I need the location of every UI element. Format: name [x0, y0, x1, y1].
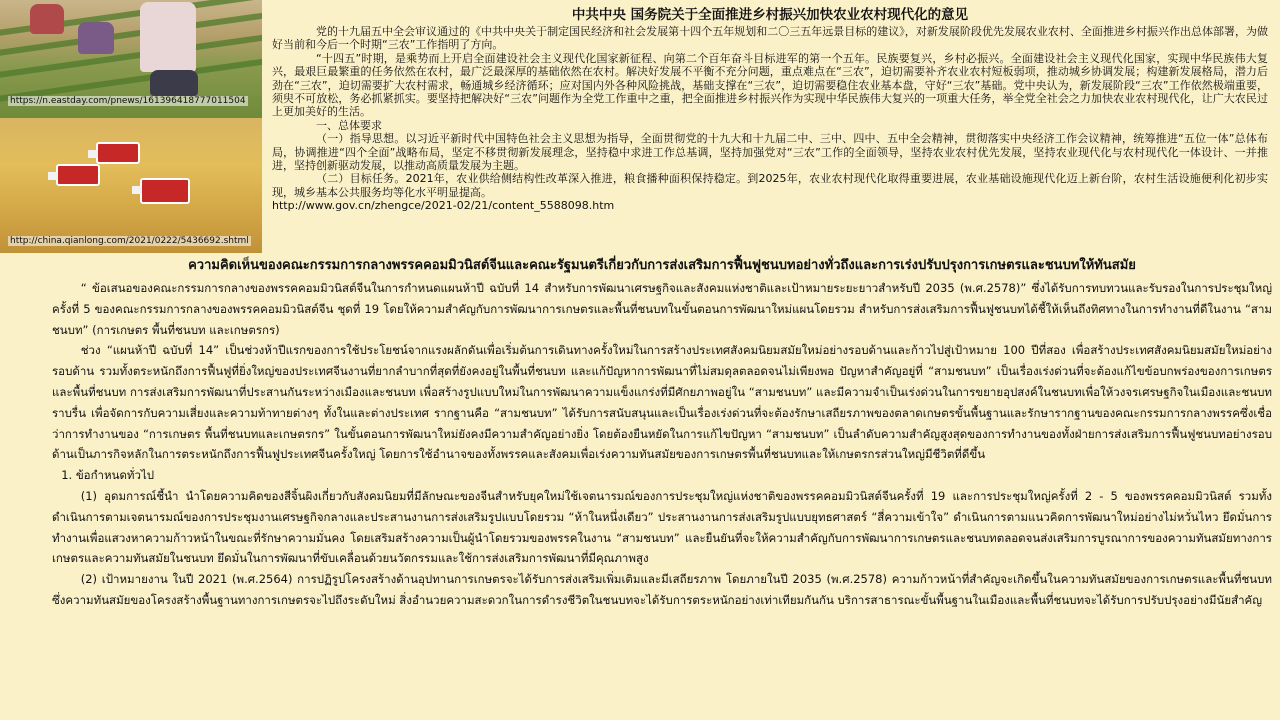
chinese-text-block [272, 6, 1268, 213]
thai-paragraph: ช่วง “แผนห้าปี ฉบับที่ 14” เป็นช่วงห้าปีแรกของการใช้ประโยชน์จากแรงผลักดันเพื่อเริ่มต้นการเดินทางครั้งใหม่ในการสร้างประเทศสังคมนิยมสมัยใหม่อย่างรอบด้านและก้าวไปสู่เป้าหมาย 100 ปีที่สอง เพื่อสร้างประเทศสังคมนิยมสมัยใหม่อย่างรอบด้าน รวมทั้งตระหนักถึงการฟื้นฟูที่ยิ่งใหญ่ของประเทศจีนงานที่ยากลำบากที่สุดที่ยังคงอยู่ในพื้นที่ชนบท และแก้ปัญหาการพัฒนาที่ไม่สมดุลตลอดจนไม่เพียงพอ ปัญหาสำคัญอยู่ที่ “สามชนบท” เป็นเรื่องเร่งด่วนที่จะต้องแก้ไขข้อบกพร่องของการเกษตรและพื้นที่ชนบท การส่งเสริมการพัฒนาที่ประสานกันระหว่างเมืองและชนบท เพื่อสร้างรูปแบบใหม่ในการพัฒนาความแข็งแกร่งที่มีศักยภาพอยู่ใน “สามชนบท” และมีความจำเป็นเร่งด่วนในการขยายอุปสงค์ในชนบทเพื่อให้วงจรเศรษฐกิจในเมืองและชนบทราบรื่น เพื่อจัดการกับความเสี่ยงและความท้าทายต่างๆ ทั้งในและต่างประเทศ รากฐานคือ “สามชนบท” ได้รับการสนับสนุนและเป็นเรื่องเร่งด่วนที่จะต้องรักษาเสถียรภาพของตลาดเกษตรขั้นพื้นฐานและรักษารากฐานของคณะกรรมการกลางพรรคซึ่งเชื่อว่าการทำงานของ “การเกษตร พื้นที่ชนบทและเกษตรกร” ในขั้นตอนการพัฒนาใหม่ยังคงมีความสำคัญอย่างยิ่ง โดยต้องยืนหยัดในการแก้ไขปัญหา “สามชนบท” เป็นลำดับความสำคัญสูงสุดของการทำงานของทั้งฝ่ายการส่งเสริมการฟื้นฟูชนบทอย่างรอบด้านเป็นภารกิจหลักในการตระหนักถึงการฟื้นฟูประเทศจีนครั้งใหญ่ โดยการใช้อำนาจของทั้งพรรคและสังคมเพื่อเร่งความทันสมัยของการเกษตรพื้นที่ชนบทและให้เกษตรกรส่วนใหญ่มีชีวิตที่ดีขึ้น [52, 343, 1272, 462]
farmer-figure [150, 70, 198, 96]
chinese-section-heading: 一、总体要求 [316, 118, 382, 132]
chinese-paragraph: “十四五”时期，是乘势而上开启全面建设社会主义现代化国家新征程、向第二个百年奋斗目标进军的第一个五年。民族要复兴，乡村必振兴。全面建设社会主义现代化国家，实现中华民族伟大复兴，最艰巨最繁重的任务依然在农村，最广泛最深厚的基础依然在农村。解决好发展不平衡不充分问题，重点难点在“三农”，迫切需要补齐农业农村短板弱项，推动城乡协调发展；构建新发展格局，潜力后劲在“三农”，迫切需要扩大农村需求，畅通城乡经济循环；应对国内外各种风险挑战，基础支撑在“三农”，迫切需要稳住农业基本盘，守好“三农”基础。党中央认为，新发展阶段“三农”工作依然极端重要，须臾不可放松，务必抓紧抓实。要坚持把解决好“三农”问题作为全党工作重中之重，把全面推进乡村振兴作为实现中华民族伟大复兴的一项重大任务，举全党全社会之力加快农业农村现代化，让广大农民过上更加美好的生活。 [272, 51, 1268, 119]
harvester-figure [140, 178, 190, 204]
thai-title: ความคิดเห็นของคณะกรรมการกลางพรรคคอมมิวนิสต์จีนและคณะรัฐมนตรีเกี่ยวกับการส่งเสริมการฟื้นฟูชนบทอย่างทั่วถึงและการเร่งปรับปรุงการเกษตรและชนบทให้ทันสมัย [188, 258, 1136, 273]
photo-caption: http://china.qianlong.com/2021/0222/5436692.shtml [10, 236, 249, 246]
chinese-paragraph: （一）指导思想。以习近平新时代中国特色社会主义思想为指导，全面贯彻党的十九大和十九届二中、三中、四中、五中全会精神，贯彻落实中央经济工作会议精神，统筹推进“五位一体”总体布局，协调推进“四个全面”战略布局，坚定不移贯彻新发展理念，坚持稳中求进工作总基调，坚持加强党对“三农”工作的全面领导，坚持农业农村优先发展，坚持农业现代化与农村现代化一体设计、一并推进，坚持创新驱动发展，以推动高质量发展为主题。 [272, 132, 1268, 173]
harvester-figure [56, 164, 100, 186]
thai-paragraph: (2) เป้าหมายงาน ในปี 2021 (พ.ศ.2564) การปฏิรูปโครงสร้างด้านอุปทานการเกษตรจะได้รับการส่งเสริมเพิ่มเติมและมีเสถียรภาพ โดยภายในปี 2035 (พ.ศ.2578) ความก้าวหน้าที่สำคัญจะเกิดขึ้นในความทันสมัยของการเกษตรและพื้นที่ชนบท ซึ่งความทันสมัยของโครงสร้างพื้นฐานทางการเกษตรจะไปถึงระดับใหม่ สิ่งอำนวยความสะดวกในการดำรงชีวิตในชนบทจะได้รับการตระหนักอย่างเท่าเทียมกันกัน บริการสาธารณะขั้นพื้นฐานในเมืองและพื้นที่ชนบทจะได้รับการปรับปรุงอย่างมีนัยสำคัญ [52, 572, 1272, 607]
field-row [0, 30, 262, 80]
farmers-planting-photo [0, 0, 262, 118]
chinese-paragraph: 党的十九届五中全会审议通过的《中共中央关于制定国民经济和社会发展第十四个五年规划和二〇三五年远景目标的建议》，对新发展阶段优先发展农业农村、全面推进乡村振兴作出总体部署，为做好当前和今后一个时期“三农”工作指明了方向。 [272, 25, 1268, 52]
harvester-figure [96, 142, 140, 164]
chinese-title: 中共中央 国务院关于全面推进乡村振兴加快农业农村现代化的意见 [571, 7, 969, 23]
thai-paragraph: (1) อุดมการณ์ชี้นำ นำโดยความคิดของสีจิ้นผิงเกี่ยวกับสังคมนิยมที่มีลักษณะของจีนสำหรับยุคใหม่ใช้เจตนารมณ์ของการประชุมใหญ่แห่งชาติของพรรคคอมมิวนิสต์จีนครั้งที่ 19 และการประชุมใหญ่ครั้งที่ 2 - 5 ของพรรคคอมมิวนิสต์ รวมทั้งดำเนินการตามเจตนารมณ์ของการประชุมงานเศรษฐกิจกลางและประสานงานการส่งเสริมรูปแบบโดยรวม “ห้าในหนึ่งเดียว” ประสานงานการส่งเสริมรูปแบบยุทธศาสตร์ “สี่ความเข้าใจ” ดำเนินการตามแนวคิดการพัฒนาใหม่อย่างไม่หวั่นไหว ยึดมั่นการทำงานเพื่อแสวงหาความก้าวหน้าในขณะที่รักษาความมั่นคง โดยเสริมสร้างความเป็นผู้นำโดยรวมของพรรคในงาน “สามชนบท” และยืนยันที่จะให้ความสำคัญกับการพัฒนาการเกษตรและชนบทตลอดจนส่งเสริมการบูรณาการของความทันสมัยทางการเกษตรและความทันสมัยในชนบท ยึดมั่นในการพัฒนาที่ขับเคลื่อนด้วยนวัตกรรมและใช้การส่งเสริมการพัฒนาที่มีคุณภาพสูง [52, 488, 1272, 566]
chinese-paragraph: （二）目标任务。2021年，农业供给侧结构性改革深入推进，粮食播种面积保持稳定。到2025年，农业农村现代化取得重要进展，农业基础设施现代化迈上新台阶，农村生活设施便利化初步实现，城乡基本公共服务均等化水平明显提高。 [272, 172, 1268, 199]
source-link[interactable]: http://www.gov.cn/zhengce/2021-02/21/content_5588098.htm [272, 199, 615, 213]
harvesters-photo [0, 118, 262, 253]
farmer-figure [78, 22, 114, 54]
photo-column [0, 0, 262, 253]
farmer-figure [140, 2, 196, 72]
photo-caption: https://n.eastday.com/pnews/161396418777011504 [10, 96, 246, 106]
thai-paragraph: “ ข้อเสนอของคณะกรรมการกลางของพรรคคอมมิวนิสต์จีนในการกำหนดแผนห้าปี ฉบับที่ 14 สำหรับการพัฒนาเศรษฐกิจและสังคมแห่งชาติและเป้าหมายระยะยาวสำหรับปี 2035 (พ.ศ.2578)” ซึ่งได้รับการทบทวนและรับรองในการประชุมใหญ่ครั้งที่ 5 ของคณะกรรมการกลางของพรรคคอมมิวนิสต์จีน ชุดที่ 19 โดยให้ความสำคัญกับการพัฒนาการเกษตรและพื้นที่ชนบทในขั้นตอนการพัฒนาใหม่แผนโดยรวม สำหรับการส่งเสริมการฟื้นฟูชนบทได้ชี้ให้เห็นถึงทิศทางในการทำงานที่ดีในงาน “สามชนบท” (การเกษตร พื้นที่ชนบท และเกษตรกร) [52, 281, 1272, 337]
thai-text-block [52, 256, 1272, 611]
thai-section-heading: 1. ข้อกำหนดทั่วไป [61, 468, 155, 483]
farmer-figure [30, 4, 64, 34]
